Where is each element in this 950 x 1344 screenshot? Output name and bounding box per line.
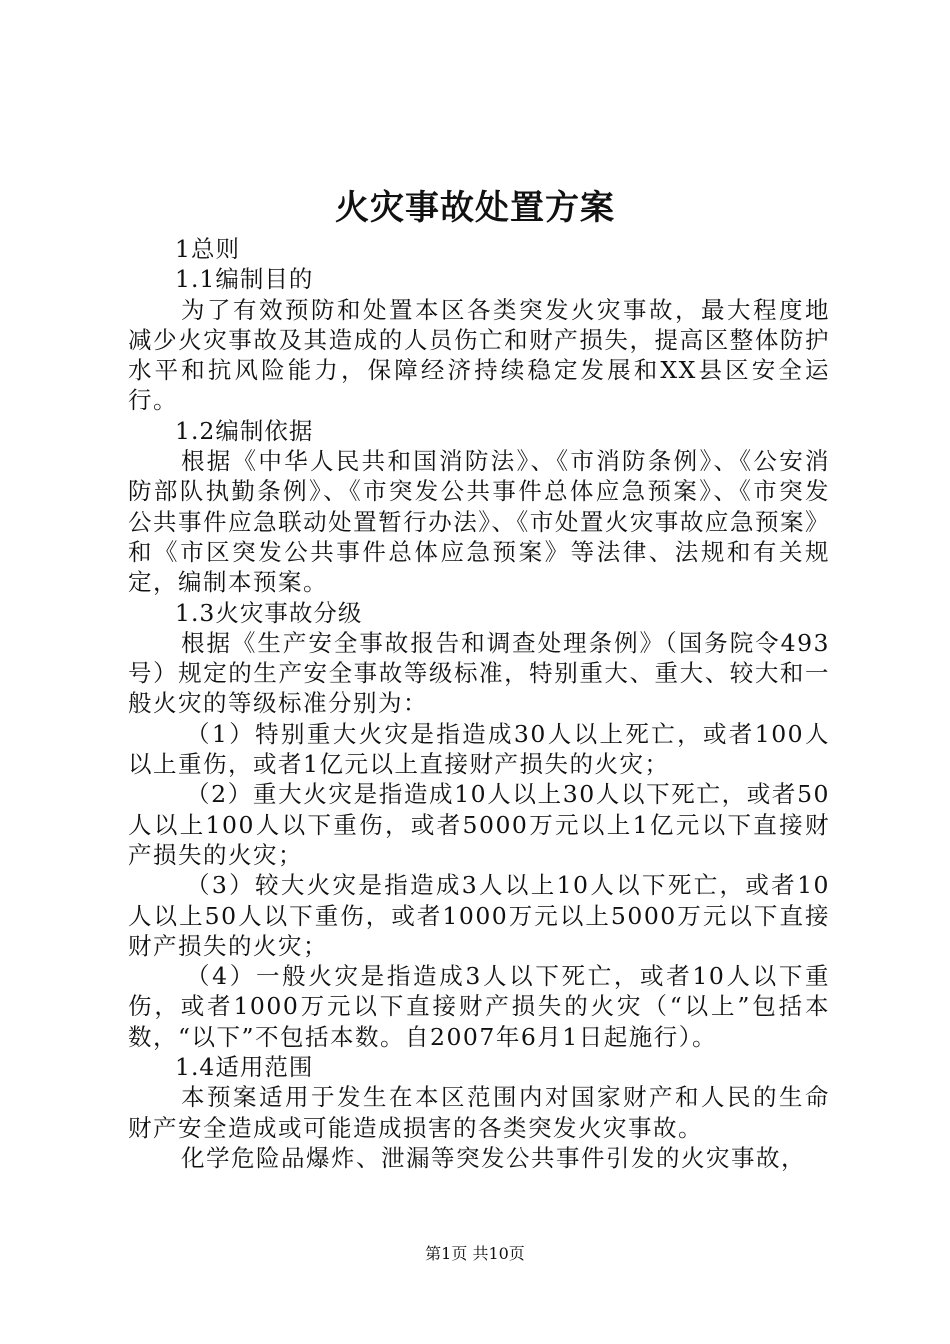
section-heading: 1总则 (175, 235, 240, 263)
body-paragraph: 根据《中华人民共和国消防法》、《市消防条例》、《公安消防部队执勤条例》、《市突发公共事件总体应急预案》、《市突发公共事件应急联动处置暂行办法》、《市处置火灾事故应急预案》和《市区突发公共事件总体应急预案》等法律、法规和有关规定，编制本预案。 (128, 447, 830, 597)
document-body (128, 234, 830, 1173)
body-paragraph: 根据《生产安全事故报告和调查处理条例》（国务院令493号）规定的生产安全事故等级标准，特别重大、重大、较大和一般火灾的等级标准分别为： (128, 628, 830, 718)
body-paragraph: 本预案适用于发生在本区范围内对国家财产和人民的生命财产安全造成或可能造成损害的各类突发火灾事故。 (128, 1083, 830, 1142)
page-number: 第1页 共10页 (425, 1244, 525, 1263)
body-paragraph: 化学危险品爆炸、泄漏等突发公共事件引发的火灾事故， (181, 1143, 806, 1172)
subsection-heading: 1.4适用范围 (175, 1053, 314, 1082)
subsection-heading: 1.3火灾事故分级 (175, 598, 363, 627)
document-title: 火灾事故处置方案 (335, 188, 615, 228)
list-item: （2）重大火灾是指造成10人以上30人以下死亡，或者50人以上100人以下重伤，或者5000万元以上1亿元以下直接财产损失的火灾； (128, 780, 830, 869)
subsection-heading: 1.2编制依据 (175, 416, 314, 445)
body-paragraph: 为了有效预防和处置本区各类突发火灾事故，最大程度地减少火灾事故及其造成的人员伤亡和财产损失，提高区整体防护水平和抗风险能力，保障经济持续稳定发展和XX县区安全运行。 (128, 295, 830, 415)
list-item: （1）特别重大火灾是指造成30人以上死亡，或者100人以上重伤，或者1亿元以上直接财产损失的火灾； (128, 719, 830, 779)
list-item: （3）较大火灾是指造成3人以上10人以下死亡，或者10人以上50人以下重伤，或者1000万元以上5000万元以下直接财产损失的火灾； (128, 871, 830, 960)
subsection-heading: 1.1编制目的 (175, 265, 314, 294)
list-item: （4）一般火灾是指造成3人以下死亡，或者10人以下重伤，或者1000万元以下直接财产损失的火灾（“以上”包括本数，“以下”不包括本数。自2007年6月1日起施行）。 (128, 962, 830, 1051)
